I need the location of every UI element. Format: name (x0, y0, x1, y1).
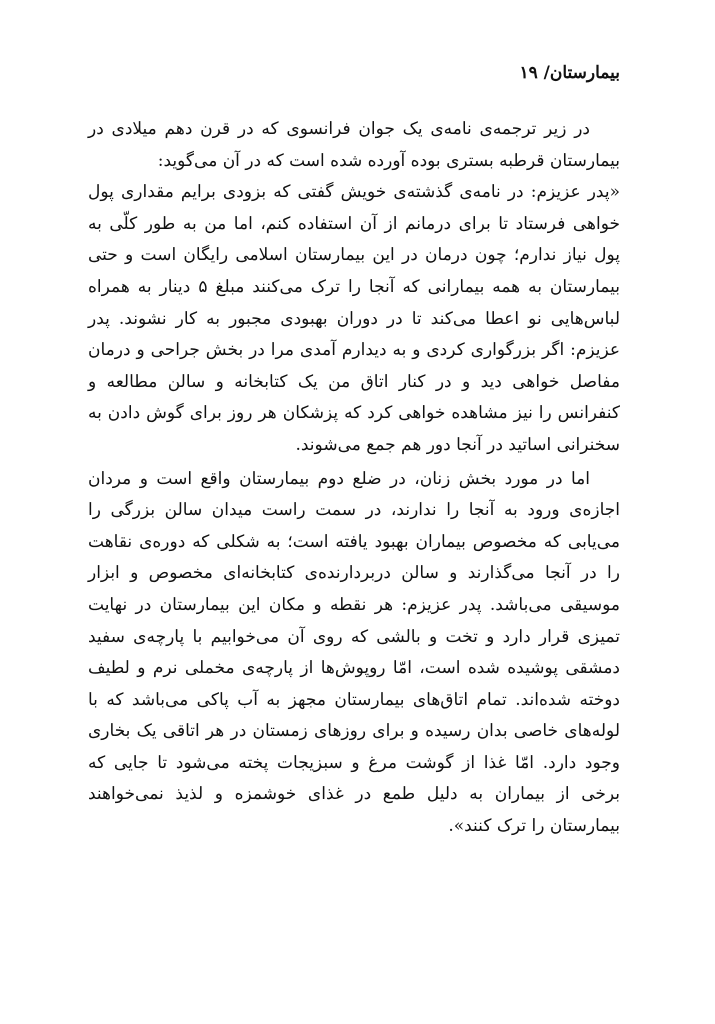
book-page (88, 58, 620, 958)
paragraph-letter-part-1: «پدر عزیزم: در نامه‌ی گذشته‌ی خویش گفتی که بزودی برایم مقداری پول خواهی فرستاد تا برای درمانم از آن استفاده کنم، اما من به طور کلّی به پول نیاز ندارم؛ چون درمان در این بیمارستان اسلامی رایگان است و حتی بیمارستان به همه بیمارانی که آنجا را ترک می‌کنند مبلغ ۵ دینار به همراه لباس‌هایی نو اعطا می‌کند تا در دوران بهبودی مجبور به کار نشوند. پدر عزیزم: اگر بزرگواری کردی و به دیدارم آمدی مرا در بخش جراحی و درمان مفاصل خواهی دید و در کنار اتاق من یک کتابخانه و سالن مطالعه و کنفرانس را نیز مشاهده خواهی کرد که پزشکان هر روز برای گوش دادن به سخنرانی اساتید در آنجا دور هم جمع می‌شوند. (88, 182, 620, 455)
paragraph-letter-part-2: اما در مورد بخش زنان، در ضلع دوم بیمارستان واقع است و مردان اجازه‌ی ورود به آنجا را ندارند، در سمت راست میدان سالن بزرگی را می‌یابی که مخصوص بیماران بهبود یافته است؛ به شکلی که دوره‌ی نقاهت را در آنجا می‌گذارند و سالن دربردارنده‌ی کتابخانه‌ای مخصوص و ابزار موسیقی می‌باشد. پدر عزیزم: هر نقطه و مکان این بیمارستان در نهایت تمیزی قرار دارد و تخت و بالشی که روی آن می‌خوابیم با پارچه‌ی سفید دمشقی پوشیده شده است، امّا روپوش‌ها از پارچه‌ی مخملی نرم و لطیف دوخته شده‌اند. تمام اتاق‌های بیمارستان مجهز به آب پاکی می‌باشد که با لوله‌های خاصی بدان رسیده و برای روزهای زمستان در هر اتاقی یک بخاری وجود دارد. امّا غذا از گوشت مرغ و سبزیجات پخته می‌شود تا جایی که برخی از بیماران به دلیل طمع در غذای خوشمزه و لذیذ نمی‌خواهند بیمارستان را ترک کنند». (88, 468, 620, 837)
running-head: بیمارستان/ ۱۹ (519, 63, 620, 83)
paragraph-intro: در زیر ترجمه‌ی نامه‌ی یک جوان فرانسوی که در قرن دهم میلادی در بیمارستان قرطبه بستری بوده آورده شده است که در آن می‌گوید: (88, 119, 620, 171)
